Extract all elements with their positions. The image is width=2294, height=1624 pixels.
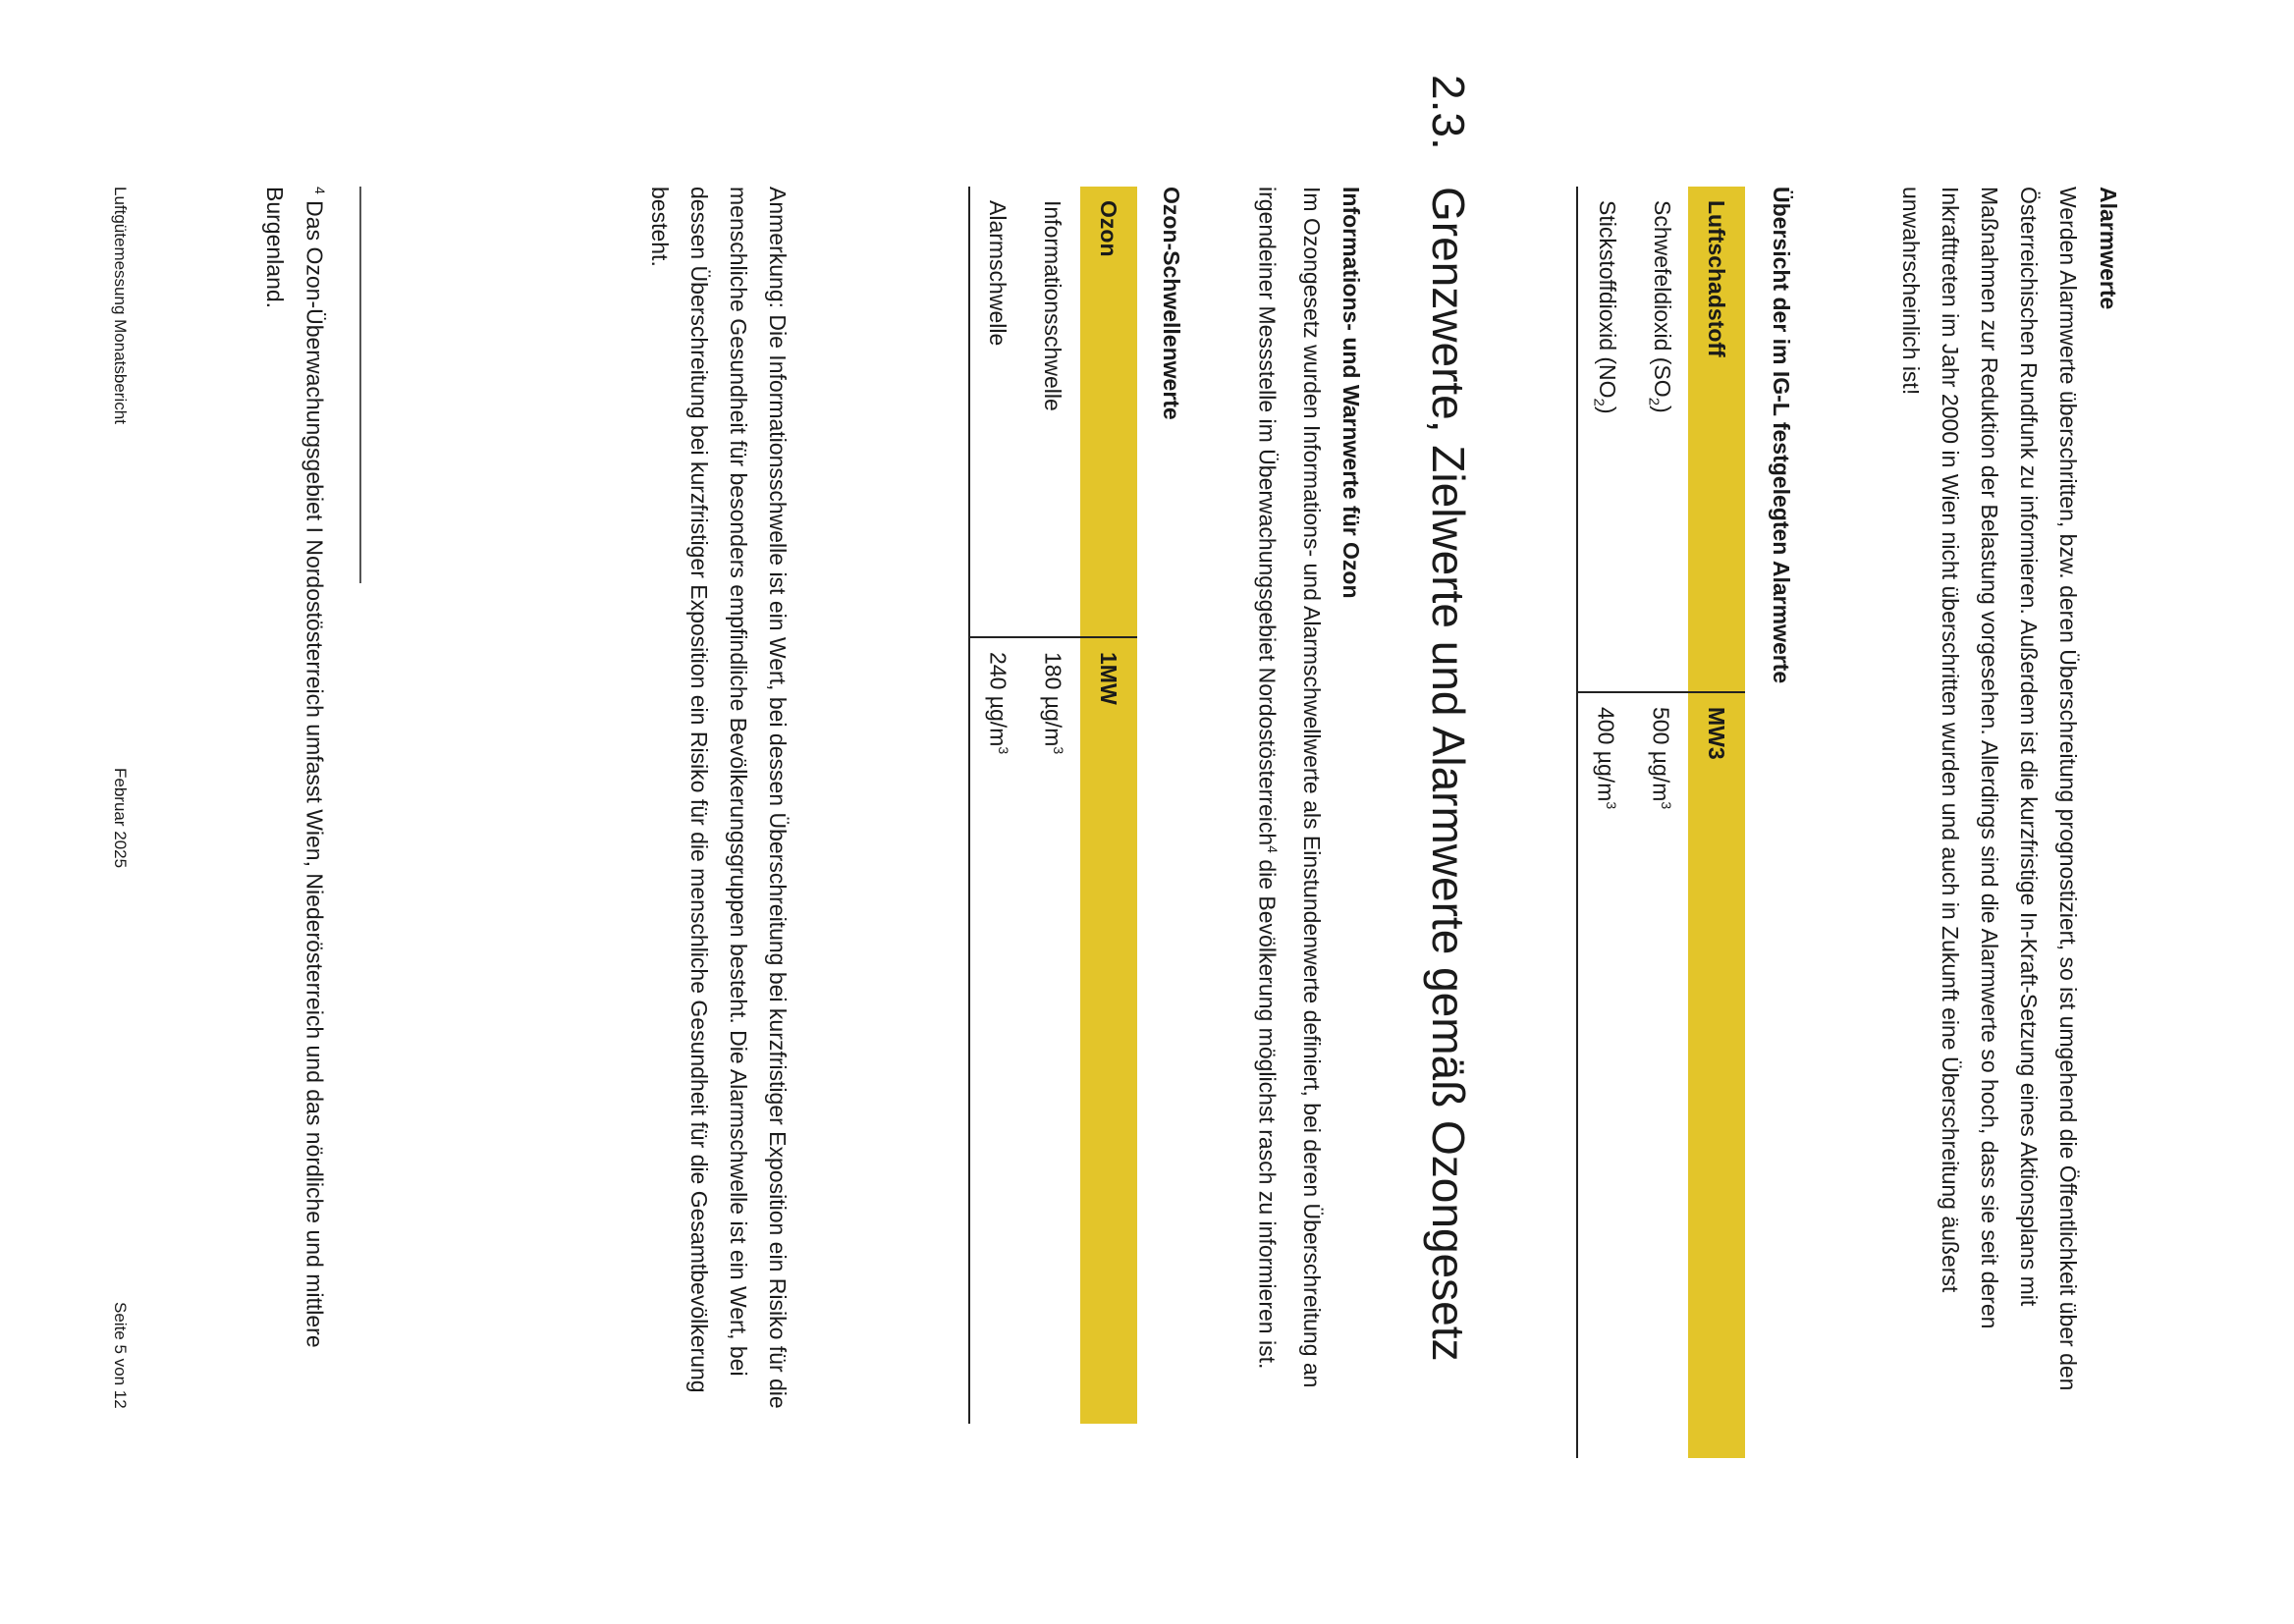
table-row [1577,187,1633,1458]
col-header-pollutant: Luftschadstoff [1688,187,1745,692]
col-header-ozon: Ozon [1080,187,1137,637]
ozon-info-paragraph: Im Ozongesetz wurden Informations- und Alarmschwellwerte als Einstundenwerte definiert, bei deren Überschreitung an irgendeiner Messstelle im Überwachungsgebiet Nordostösterreich$^4$ die Bevölkerung möglichst rasch zu informieren ist. [1254,187,1325,1388]
note-paragraph: Anmerkung: Die Informationsschwelle ist ein Wert, bei dessen Überschreitung bei kurzfristiger Exposition ein Risiko für die menschliche Gesundheit für besonders empfindliche Bevölkerungsgruppen besteht. Die Alarmschwelle ist ein Wert, bei dessen Überschreitung bei kurzfristiger Exposition ein Risiko für die menschliche Gesundheit für die Gesamtbevölkerung besteht. [647,187,791,1409]
ozon-threshold-table [968,187,1137,1424]
table-row [1025,187,1080,1424]
footnote: $^4$ Das Ozon-Überwachungsgebiet I Nordostösterreich umfasst Wien, Niederösterreich und das nördliche und mittlere Burgenland. [262,187,328,1348]
col-header-mw3: MW3 [1688,692,1745,1458]
cell-threshold: Alarmschwelle [969,187,1025,637]
table-row [1633,187,1688,1458]
cell-value: 240 $\mu g/m^3$ [969,637,1025,1424]
alarm-heading: Alarmwerte [2096,187,2121,310]
cell-pollutant: Stickstoffdioxid $(NO_2)$ [1577,187,1633,692]
ozon-table-title: Ozon-Schwellenwerte [1159,187,1184,420]
section-title: Grenzwerte, Zielwerte und Alarmwerte gemäß Ozongesetz [1423,187,1474,1362]
footnote-divider [359,187,361,583]
igl-alarm-table [1576,187,1745,1458]
cell-value: 180 $\mu g/m^3$ [1040,652,1066,755]
footnote-reference: 4 [1265,845,1281,853]
col-header-1mw: 1MW [1080,637,1137,1424]
ozon-info-heading: Informations- und Warnwerte für Ozon [1338,187,1364,599]
igl-table-title: Übersicht der im IG-L festgelegten Alarmwerte [1769,187,1794,684]
table-row [969,187,1025,1424]
cell-value: 400 $\mu g/m^3$ [1577,692,1633,1458]
footer-title: Luftgütemessung Monatsbericht [111,187,130,424]
cell-pollutant: Schwefeldioxid $(SO_2)$ [1633,187,1688,692]
table-header-row [1688,187,1745,1458]
section-number: 2.3. [1423,75,1474,150]
alarm-paragraph: Werden Alarmwerte überschritten, bzw. deren Überschreitung prognostiziert, so ist umgehend die Öffentlichkeit über den Österreichischen Rundfunk zu informieren. Außerdem ist die kurzfristige In-Kraft-Setzung eines Aktionsplans mit Maßnahmen zur Reduktion der Belastung vorgesehen. Allerdings sind die Alarmwerte so hoch, dass sie seit deren Inkrafttreten im Jahr 2000 in Wien nicht überschritten wurden und auch in Zukunft eine Überschreitung äußerst unwahrscheinlich ist! [1898,187,2081,1391]
table-header-row [1080,187,1137,1424]
footer-page-number: Seite 5 von 12 [111,1302,130,1409]
footer-date: Februar 2025 [111,768,130,869]
cell-value: 500 $\mu g/m^3$ [1648,707,1674,810]
cell-threshold: Informationsschwelle [1025,187,1080,637]
